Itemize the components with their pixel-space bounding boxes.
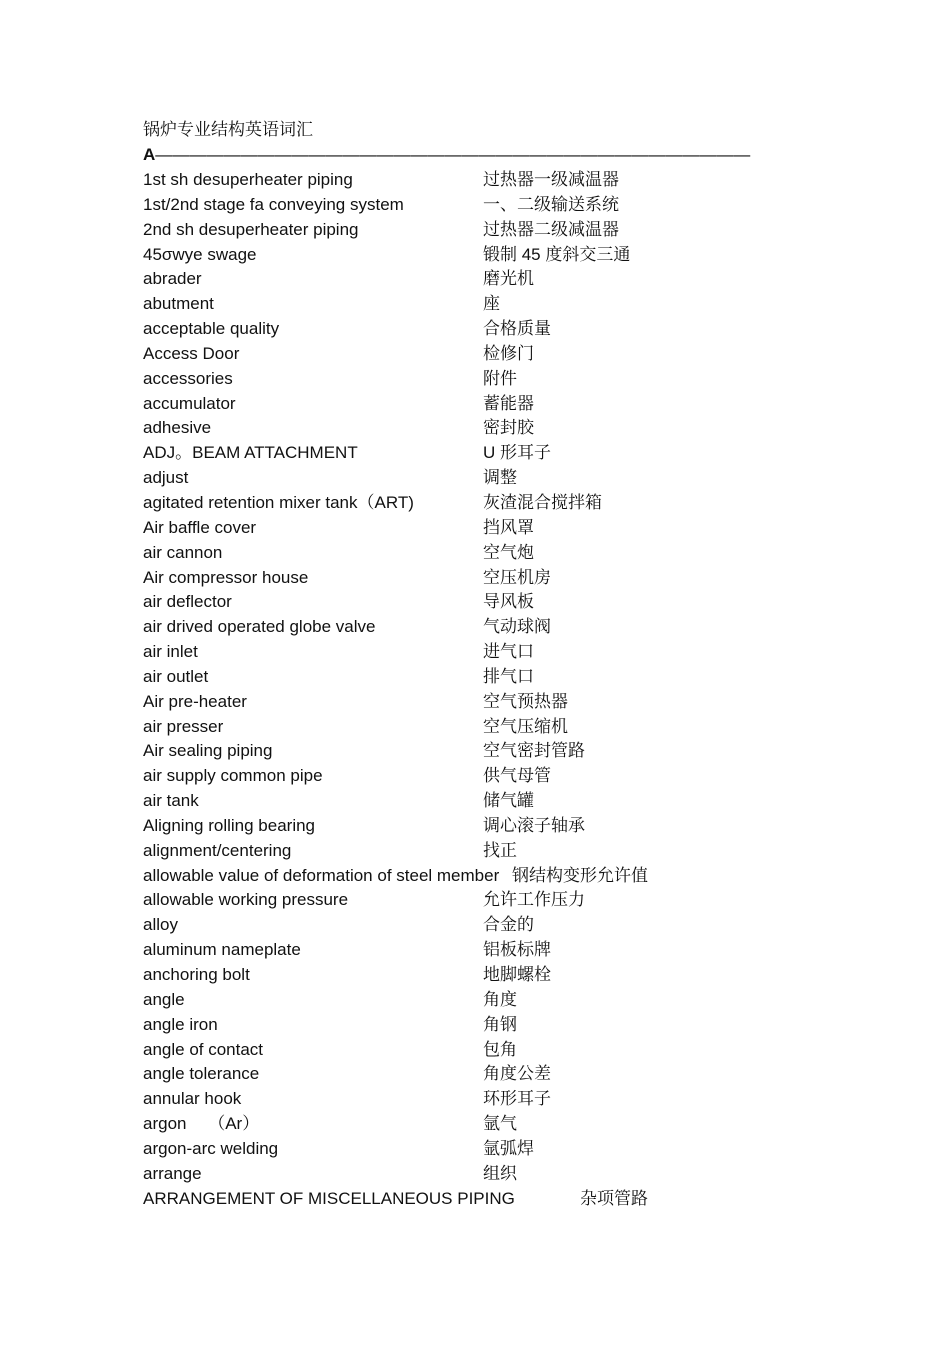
entry-meaning: 磨光机 [483,269,534,289]
entry-meaning: 氩弧焊 [483,1138,534,1158]
entry-term: angle of contact [143,1039,264,1059]
entry-term: acceptable quality [143,319,280,339]
glossary-entry [143,342,843,367]
entry-term: allowable working pressure [143,890,349,910]
glossary-entry [143,541,843,566]
entry-term: air inlet [143,642,198,662]
glossary-entry [143,1112,843,1137]
entry-term: air cannon [143,542,223,562]
glossary-entry [143,218,843,243]
entry-term: 2nd sh desuperheater piping [143,219,359,239]
entry-term: 1st/2nd stage fa conveying system [143,194,404,214]
entry-term: adhesive [143,418,212,438]
entry-term: Access Door [143,343,240,363]
glossary-entry [143,1162,843,1187]
glossary-entry [143,168,843,193]
entry-term: angle iron [143,1014,218,1034]
entry-meaning: 角钢 [483,1014,517,1034]
glossary-entry [143,267,843,292]
entry-term: angle [143,989,185,1009]
entry-term: argon-arc welding [143,1138,279,1158]
entry-term: allowable value of deformation of steel member [143,865,500,885]
entry-meaning: 杂项管路 [580,1188,648,1208]
entry-term: aluminum nameplate [143,940,301,960]
entry-term: accessories [143,368,233,388]
glossary-entry [143,566,843,591]
entry-meaning: 蓄能器 [483,393,534,413]
glossary-entry [143,690,843,715]
entry-meaning: 气动球阀 [483,617,551,637]
entry-meaning: 铝板标牌 [483,940,551,960]
glossary-entry [143,416,843,441]
entry-meaning: 组织 [483,1163,517,1183]
entry-term: 1st sh desuperheater piping [143,170,353,189]
entry-meaning: 空气压缩机 [483,716,568,736]
glossary-entry [143,367,843,392]
entry-term: Air sealing piping [143,741,273,761]
entry-term: 45σwye swage [143,244,257,264]
entry-term: ADJ。BEAM ATTACHMENT [143,443,358,463]
entry-term: abutment [143,294,214,314]
entry-meaning: 调心滚子轴承 [483,815,585,835]
entry-meaning: U 形耳子 [483,443,551,463]
glossary-entry [143,764,843,789]
glossary-entry [143,789,843,814]
glossary-entry [143,913,843,938]
entry-meaning: 储气罐 [483,791,534,811]
glossary-entry [143,491,843,516]
section-divider: ——————————————————————————————————— [155,145,751,164]
entry-term: accumulator [143,393,236,413]
entry-term: agitated retention mixer tank（ART) [143,492,414,512]
glossary-list [143,168,843,1211]
entry-term: air supply common pipe [143,766,323,786]
entry-term: Air compressor house [143,567,309,587]
glossary-entry [143,466,843,491]
glossary-entry [143,839,843,864]
entry-meaning: 空气密封管路 [483,741,585,761]
glossary-entry [143,715,843,740]
entry-meaning: 空压机房 [483,567,551,587]
glossary-entry [143,640,843,665]
entry-term: abrader [143,269,202,289]
glossary-entry [143,988,843,1013]
glossary-entry [143,888,843,913]
entry-term: Aligning rolling bearing [143,815,316,835]
glossary-entry [143,739,843,764]
entry-meaning: 座 [483,294,500,314]
entry-term: air tank [143,791,199,811]
glossary-entry [143,1137,843,1162]
glossary-entry [143,665,843,690]
section-letter: A [143,145,156,164]
glossary-entry [143,1013,843,1038]
glossary-entry [143,516,843,541]
section-header [143,144,750,166]
entry-meaning: 合格质量 [483,319,551,339]
entry-term: air outlet [143,666,209,686]
entry-meaning: 附件 [483,368,517,388]
entry-term: alloy [143,915,178,935]
entry-meaning: 钢结构变形允许值 [512,865,648,885]
entry-meaning: 找正 [483,840,517,860]
entry-meaning: 供气母管 [483,766,551,786]
entry-term: Air baffle cover [143,517,257,537]
entry-term: air drived operated globe valve [143,617,376,637]
entry-meaning: 空气炮 [483,542,534,562]
entry-meaning: 密封胶 [483,418,534,438]
entry-meaning: 允许工作压力 [483,890,585,910]
glossary-entry [143,292,843,317]
glossary-entry [143,392,843,417]
glossary-entry [143,864,843,889]
glossary-entry [143,814,843,839]
entry-term: arrange [143,1163,202,1183]
entry-meaning: 进气口 [483,642,534,662]
entry-meaning: 氩气 [483,1114,517,1134]
glossary-entry [143,1087,843,1112]
glossary-entry [143,441,843,466]
glossary-entry [143,317,843,342]
glossary-entry [143,1062,843,1087]
glossary-entry [143,1187,843,1212]
entry-meaning: 环形耳子 [483,1089,551,1109]
entry-term: alignment/centering [143,840,292,860]
entry-meaning: 过热器二级减温器 [483,219,619,239]
entry-meaning: 包角 [483,1039,517,1059]
entry-meaning: 调整 [483,468,517,488]
entry-meaning: 灰渣混合搅拌箱 [483,492,602,512]
glossary-entry [143,1038,843,1063]
glossary-entry [143,243,843,268]
entry-meaning: 空气预热器 [483,691,568,711]
entry-meaning: 导风板 [483,592,534,612]
entry-meaning: 锻制 45 度斜交三通 [483,244,631,264]
entry-term: annular hook [143,1089,242,1109]
entry-meaning: 排气口 [483,666,534,686]
entry-term: angle tolerance [143,1064,260,1084]
entry-term: Air pre-heater [143,691,247,711]
entry-meaning: 挡风罩 [483,517,534,537]
entry-term: air presser [143,716,224,736]
entry-meaning: 角度 [483,989,517,1009]
entry-meaning: 一、二级输送系统 [483,194,619,214]
entry-meaning: 检修门 [483,343,534,363]
glossary-entry [143,193,843,218]
document-title: 锅炉专业结构英语词汇 [143,120,313,139]
entry-term: adjust [143,468,189,488]
entry-term: anchoring bolt [143,965,250,984]
entry-term: air deflector [143,592,232,612]
entry-meaning: 合金的 [483,915,534,935]
entry-term: argon （Ar） [143,1114,260,1134]
glossary-entry [143,590,843,615]
entry-meaning: 角度公差 [483,1064,551,1084]
glossary-entry [143,963,843,988]
entry-meaning: 地脚螺栓 [483,965,551,984]
entry-meaning: 过热器一级减温器 [483,170,619,189]
glossary-entry [143,615,843,640]
glossary-entry [143,938,843,963]
entry-term: ARRANGEMENT OF MISCELLANEOUS PIPING [143,1188,515,1208]
